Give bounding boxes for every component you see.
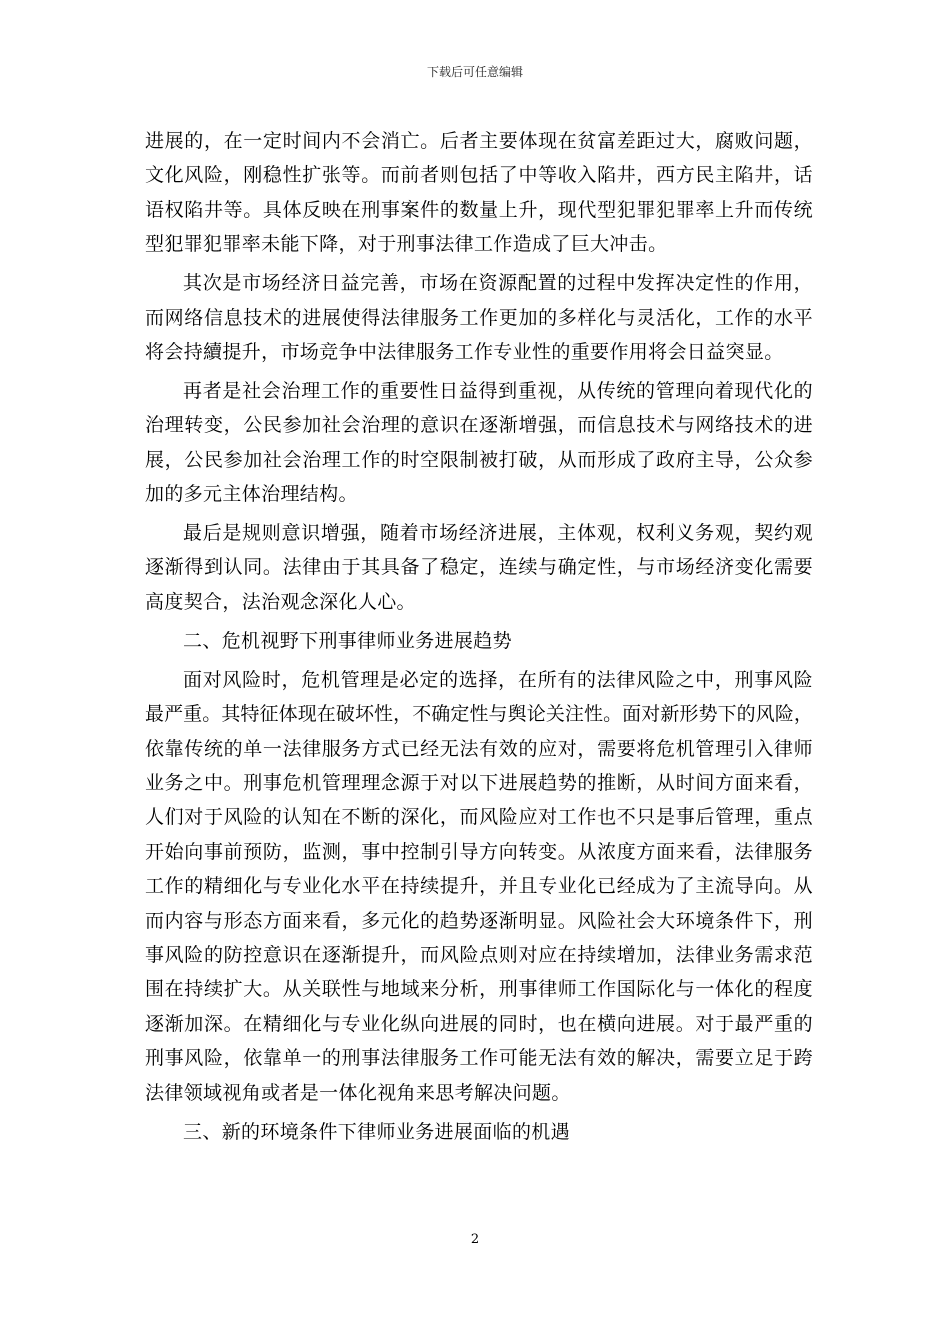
text-line: 业务之中。刑事危机管理理念源于对以下进展趋势的推断，从时间方面来看， xyxy=(145,772,813,794)
text-line: 而网络信息技术的进展使得法律服务工作更加的多样化与灵活化，工作的水平 xyxy=(145,306,813,329)
paragraph xyxy=(145,124,813,262)
text-line: 文化风险，刚稳性扩张等。而前者则包括了中等收入陷井，西方民主陷井，话 xyxy=(145,164,813,187)
text-line: 围在持续扩大。从关联性与地域来分析，刑事律师工作国际化与一体化的程度 xyxy=(145,978,813,1001)
text-line: 逐渐得到认同。法律由于其具备了稳定，连续与确定性，与市场经济变化需要 xyxy=(145,556,813,579)
paragraph xyxy=(145,374,813,512)
text-line: 事风险的防控意识在逐渐提升，而风险点则对应在持续增加，法律业务需求范 xyxy=(145,943,813,966)
section-heading xyxy=(145,1115,813,1149)
body-text xyxy=(145,124,813,1153)
text-line: 最严重。其特征体现在破坏性，不确定性与舆论关注性。面对新形势下的风险， xyxy=(145,703,813,726)
text-line: 展，公民参加社会治理工作的时空限制被打破，从而形成了政府主导，公众参 xyxy=(145,448,813,471)
paragraph xyxy=(145,516,813,619)
text-line: 而内容与形态方面来看，多元化的趋势逐渐明显。风险社会大环境条件下，刑 xyxy=(145,909,813,932)
text-line: 人们对于风险的认知在不断的深化，而风险应对工作也不只是事后管理，重点 xyxy=(145,806,813,829)
text-line: 再者是社会治理工作的重要性日益得到重视，从传统的管理向着现代化的 xyxy=(183,379,813,402)
text-line: 法律领域视角或者是一体化视角来思考解决问题。 xyxy=(145,1081,571,1104)
text-line: 将会持續提升，市场竞争中法律服务工作专业性的重要作用将会日益突显。 xyxy=(145,340,784,363)
text-line: 进展的，在一定时间内不会消亡。后者主要体现在贫富差距过大，腐败问题， xyxy=(145,130,813,152)
paragraph xyxy=(145,266,813,369)
text-line: 刑事风险，依靠单一的刑事法律服务工作可能无法有效的解决，需要立足于跨 xyxy=(145,1047,813,1070)
text-line: 工作的精细化与专业化水平在持续提升，并且专业化已经成为了主流导向。从 xyxy=(145,875,813,898)
text-line: 逐渐加深。在精细化与专业化纵向进展的同时，也在横向进展。对于最严重的 xyxy=(145,1012,813,1035)
text-line: 治理转变，公民参加社会治理的意识在逐渐增强，而信息技术与网络技术的进 xyxy=(145,414,813,437)
text-line: 依靠传统的单一法律服务方式已经无法有效的应对，需要将危机管理引入律师 xyxy=(145,737,813,760)
section-heading xyxy=(145,624,813,658)
text-line: 开始向事前预防，监测，事中控制引导方向转变。从浓度方面来看，法律服务 xyxy=(145,840,813,863)
text-line: 高度契合，法治观念深化人心。 xyxy=(145,590,416,613)
page-header: 下载后可任意编辑 xyxy=(426,65,523,79)
page-number: 2 xyxy=(470,1232,480,1247)
section-heading-text: 二、危机视野下刑事律师业务进展趋势 xyxy=(183,629,512,652)
text-line: 最后是规则意识增强，随着市场经济进展，主体观，权利义务观，契约观 xyxy=(183,522,813,545)
text-line: 面对风险时，危机管理是必定的选择，在所有的法律风险之中，刑事风险 xyxy=(183,668,813,691)
text-line: 型犯罪犯罪率未能下降，对于刑事法律工作造成了巨大冲击。 xyxy=(145,233,668,256)
section-heading-text: 三、新的环境条件下律师业务进展面临的机遇 xyxy=(183,1120,571,1143)
text-line: 其次是市场经济日益完善，市场在资源配置的过程中发挥决定性的作用， xyxy=(183,272,813,295)
text-line: 语权陷井等。具体反映在刑事案件的数量上升，现代型犯罪犯罪率上升而传统 xyxy=(145,198,813,221)
text-line: 加的多元主体治理结构。 xyxy=(145,483,358,506)
paragraph xyxy=(145,663,813,1110)
